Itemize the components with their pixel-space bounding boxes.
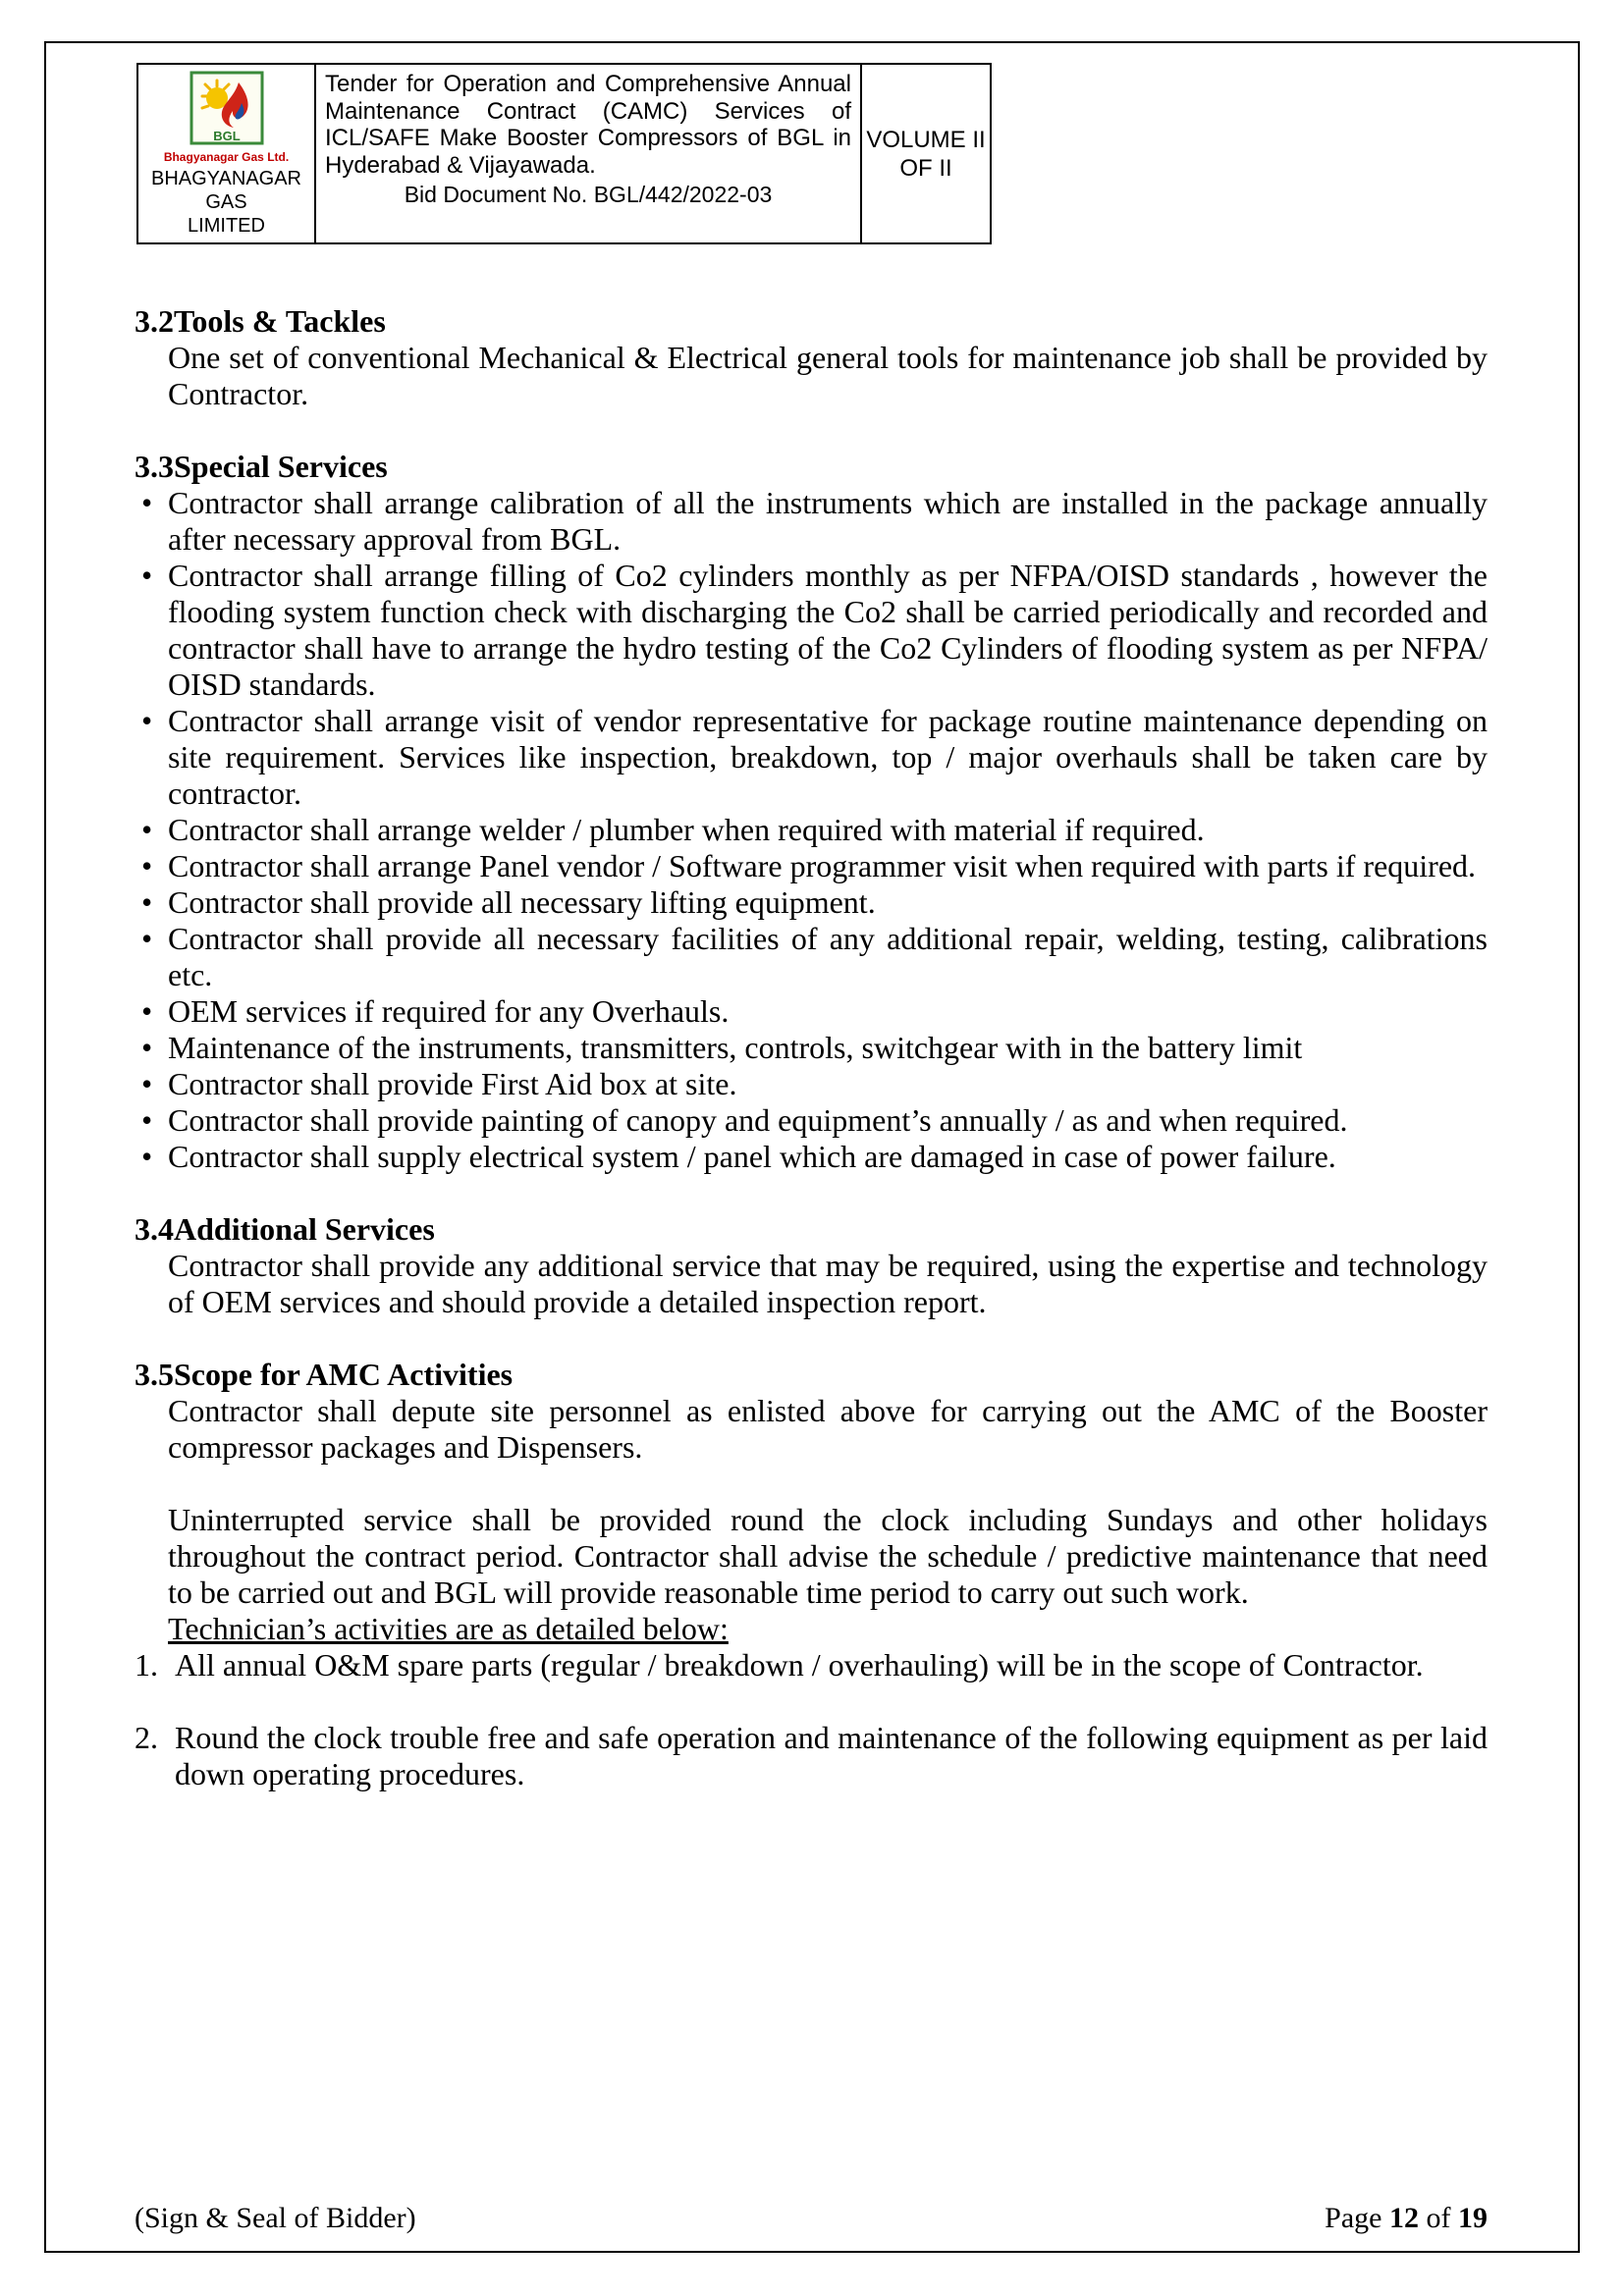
header-table — [136, 63, 992, 244]
paragraph: Uninterrupted service shall be provided round the clock including Sundays and other holidays throughout the contract period. Contractor shall advise the schedule / predictive maintenance that need to be carried out and BGL will provide reasonable time period to carry out such work. — [168, 1502, 1488, 1610]
section-number: 3.5 — [135, 1357, 174, 1392]
bullet-text: Contractor shall arrange visit of vendor representative for package routine maintenance depending on site requirement. Services like inspection, breakdown, top / major overhauls shall be taken care by contractor. — [168, 703, 1488, 811]
bullet-text: OEM services if required for any Overhauls. — [168, 993, 730, 1029]
bullet-text: Contractor shall provide painting of canopy and equipment’s annually / as and when required. — [168, 1102, 1348, 1138]
section-title: Tools & Tackles — [174, 303, 386, 339]
bullet-icon: • — [141, 884, 153, 920]
bullet-text: Contractor shall arrange welder / plumber when required with material if required. — [168, 812, 1205, 847]
item-text: Round the clock trouble free and safe operation and maintenance of the following equipment as per laid down operating procedures. — [175, 1720, 1488, 1791]
logo-caption: Bhagyanagar Gas Ltd. — [163, 150, 290, 164]
section-title: Special Services — [174, 449, 388, 484]
bullet-icon: • — [141, 1102, 153, 1138]
section-number: 3.2 — [135, 303, 174, 339]
bullet-text: Contractor shall supply electrical system / panel which are damaged in case of power failure. — [168, 1139, 1336, 1174]
item-text: All annual O&M spare parts (regular / breakdown / overhauling) will be in the scope of Contractor. — [175, 1647, 1424, 1682]
logo-monogram: BGL — [212, 129, 241, 143]
section-heading-3-4 — [135, 1211, 1488, 1248]
section-heading-3-2 — [135, 303, 1488, 340]
bullet-item — [135, 1102, 1488, 1139]
page-number — [1325, 2200, 1488, 2236]
bullet-icon: • — [141, 921, 153, 956]
bullet-text: Contractor shall provide First Aid box at site. — [168, 1066, 737, 1101]
bullet-icon: • — [141, 1030, 153, 1065]
item-number: 2. — [135, 1720, 158, 1755]
blank-line — [135, 1175, 1488, 1211]
volume-line1: VOLUME II — [866, 126, 986, 153]
bullet-icon: • — [141, 485, 153, 520]
paragraph: One set of conventional Mechanical & Electrical general tools for maintenance job shall be provided by Contractor. — [168, 340, 1488, 411]
bullet-item — [135, 485, 1488, 558]
section-number: 3.4 — [135, 1211, 174, 1247]
bullet-text: Contractor shall arrange calibration of all the instruments which are installed in the package annually after necessary approval from BGL. — [168, 485, 1488, 557]
paragraph: Contractor shall provide any additional service that may be required, using the expertise and technology of OEM services and should provide a detailed inspection report. — [168, 1248, 1488, 1319]
bullet-text: Contractor shall provide all necessary lifting equipment. — [168, 884, 876, 920]
page-footer — [135, 2200, 1488, 2236]
bullet-icon: • — [141, 993, 153, 1029]
bullet-item — [135, 558, 1488, 703]
bullet-item — [135, 1066, 1488, 1102]
bullet-item — [135, 848, 1488, 884]
bgl-logo-icon — [189, 71, 264, 145]
bullet-icon: • — [141, 558, 153, 593]
paragraph: Contractor shall depute site personnel as enlisted above for carrying out the AMC of the Booster compressor packages and Dispensers. — [168, 1393, 1488, 1465]
section-heading-3-5 — [135, 1357, 1488, 1393]
bullet-text: Contractor shall provide all necessary facilities of any additional repair, welding, testing, calibrations etc. — [168, 921, 1488, 992]
section-title: Additional Services — [174, 1211, 435, 1247]
activities-heading — [168, 1611, 1488, 1647]
page-current: 12 — [1389, 2202, 1419, 2234]
numbered-item-1 — [135, 1647, 1488, 1683]
company-name-line1: BHAGYANAGAR GAS — [151, 168, 301, 213]
bullet-text: Contractor shall arrange filling of Co2 cylinders monthly as per NFPA/OISD standards , however the flooding system function check with discharging the Co2 shall be carried periodically and recorded and contractor shall have to arrange the hydro testing of the Co2 Cylinders of flooding system as per NFPA/ OISD standards. — [168, 558, 1488, 702]
company-name — [140, 167, 312, 238]
bid-document-number: Bid Document No. BGL/442/2022-03 — [404, 182, 773, 207]
volume-line2: OF II — [899, 154, 952, 182]
bullet-text: Maintenance of the instruments, transmitters, controls, switchgear with in the battery limit — [168, 1030, 1303, 1065]
blank-line — [135, 1320, 1488, 1357]
page-label: Page — [1325, 2202, 1382, 2234]
bullet-icon: • — [141, 1066, 153, 1101]
bullet-icon: • — [141, 1139, 153, 1174]
bullet-icon: • — [141, 848, 153, 883]
bullet-item — [135, 703, 1488, 812]
company-name-line2: LIMITED — [188, 215, 265, 237]
volume-cell — [861, 64, 991, 243]
logo-cell — [137, 64, 315, 243]
section-title: Scope for AMC Activities — [174, 1357, 514, 1392]
sign-seal-label: (Sign & Seal of Bidder) — [135, 2202, 416, 2234]
item-number: 1. — [135, 1647, 158, 1682]
bullet-text: Contractor shall arrange Panel vendor / Software programmer visit when required with parts if required. — [168, 848, 1477, 883]
document-body — [135, 303, 1488, 1792]
header-row — [137, 64, 991, 243]
page-total: 19 — [1458, 2202, 1488, 2234]
bullet-item — [135, 884, 1488, 921]
bullet-item — [135, 1030, 1488, 1066]
bullet-item — [135, 993, 1488, 1030]
blank-line — [135, 1466, 1488, 1502]
blank-line — [135, 1683, 1488, 1720]
of-label: of — [1426, 2202, 1451, 2234]
section-number: 3.3 — [135, 449, 174, 484]
activities-heading-text: Technician’s activities are as detailed below: — [168, 1611, 729, 1646]
tender-title: Tender for Operation and Comprehensive Annual Maintenance Contract (CAMC) Services of ICL/SAFE Make Booster Compressors of BGL in Hyderabad & Vijayawada. — [325, 71, 851, 179]
section-heading-3-3 — [135, 449, 1488, 485]
bullet-icon: • — [141, 703, 153, 738]
bullet-icon: • — [141, 812, 153, 847]
bullet-item — [135, 1139, 1488, 1175]
bullet-item — [135, 921, 1488, 993]
bullet-item — [135, 812, 1488, 848]
tender-title-cell — [315, 64, 861, 243]
blank-line — [135, 412, 1488, 449]
numbered-item-2 — [135, 1720, 1488, 1792]
